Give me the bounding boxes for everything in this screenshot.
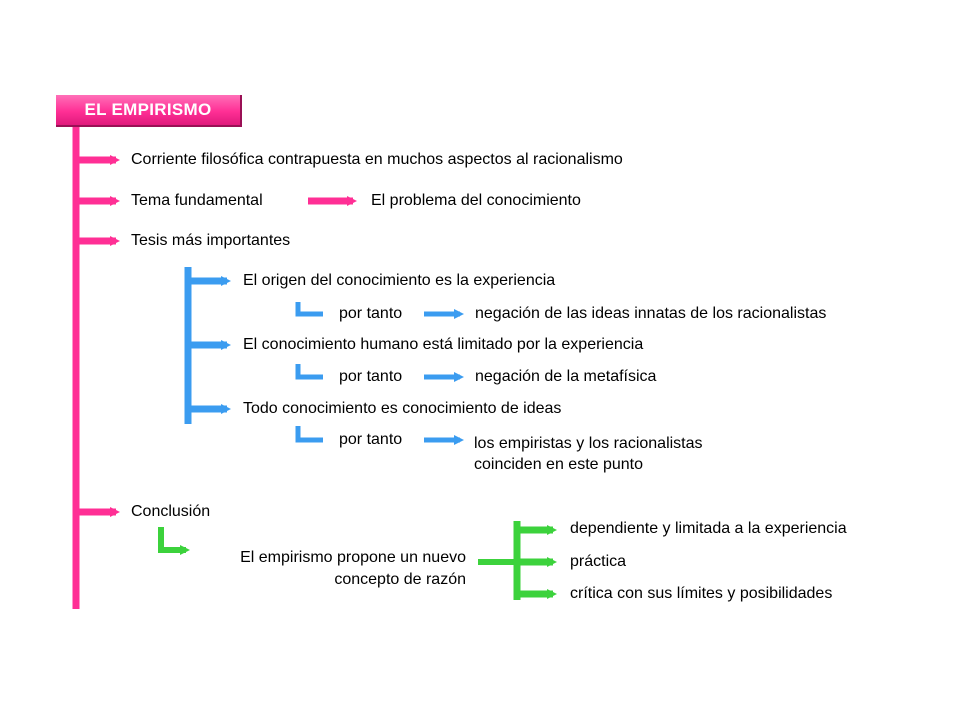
razon-branch-2: práctica	[570, 553, 627, 570]
thesis-2-connector: por tanto	[339, 368, 403, 385]
item-corriente: Corriente filosófica contrapuesta en muchos aspectos al racionalismo	[131, 151, 623, 168]
thesis-3-connector: por tanto	[339, 431, 403, 448]
thesis-1-connector: por tanto	[339, 305, 403, 322]
razon-branch-3: crítica con sus límites y posibilidades	[570, 585, 833, 602]
item-conclusion: Conclusión	[131, 503, 211, 520]
por-tanto-elbow-3	[298, 426, 323, 440]
thesis-3-result-line-2: coinciden en este punto	[474, 456, 644, 473]
thesis-1-text: El origen del conocimiento es la experiencia	[243, 272, 556, 289]
diagram-title: EL EMPIRISMO	[56, 95, 242, 127]
conclusion-line-2: concepto de razón	[334, 571, 466, 588]
thesis-3-text: Todo conocimiento es conocimiento de ideas	[243, 400, 562, 417]
thesis-2-result: negación de la metafísica	[475, 368, 657, 385]
conclusion-line-1: El empirismo propone un nuevo	[240, 549, 466, 566]
item-tema: Tema fundamental	[131, 192, 263, 209]
por-tanto-elbow-2	[298, 364, 323, 377]
razon-branch-1: dependiente y limitada a la experiencia	[570, 520, 847, 537]
thesis-2-text: El conocimiento humano está limitado por la experiencia	[243, 336, 644, 353]
item-problema: El problema del conocimiento	[371, 192, 581, 209]
item-tesis: Tesis más importantes	[131, 232, 291, 249]
conclusion-elbow	[161, 527, 186, 550]
por-tanto-elbow-1	[298, 302, 323, 314]
thesis-1-result: negación de las ideas innatas de los racionalistas	[475, 305, 827, 322]
thesis-3-result-line-1: los empiristas y los racionalistas	[474, 435, 703, 452]
